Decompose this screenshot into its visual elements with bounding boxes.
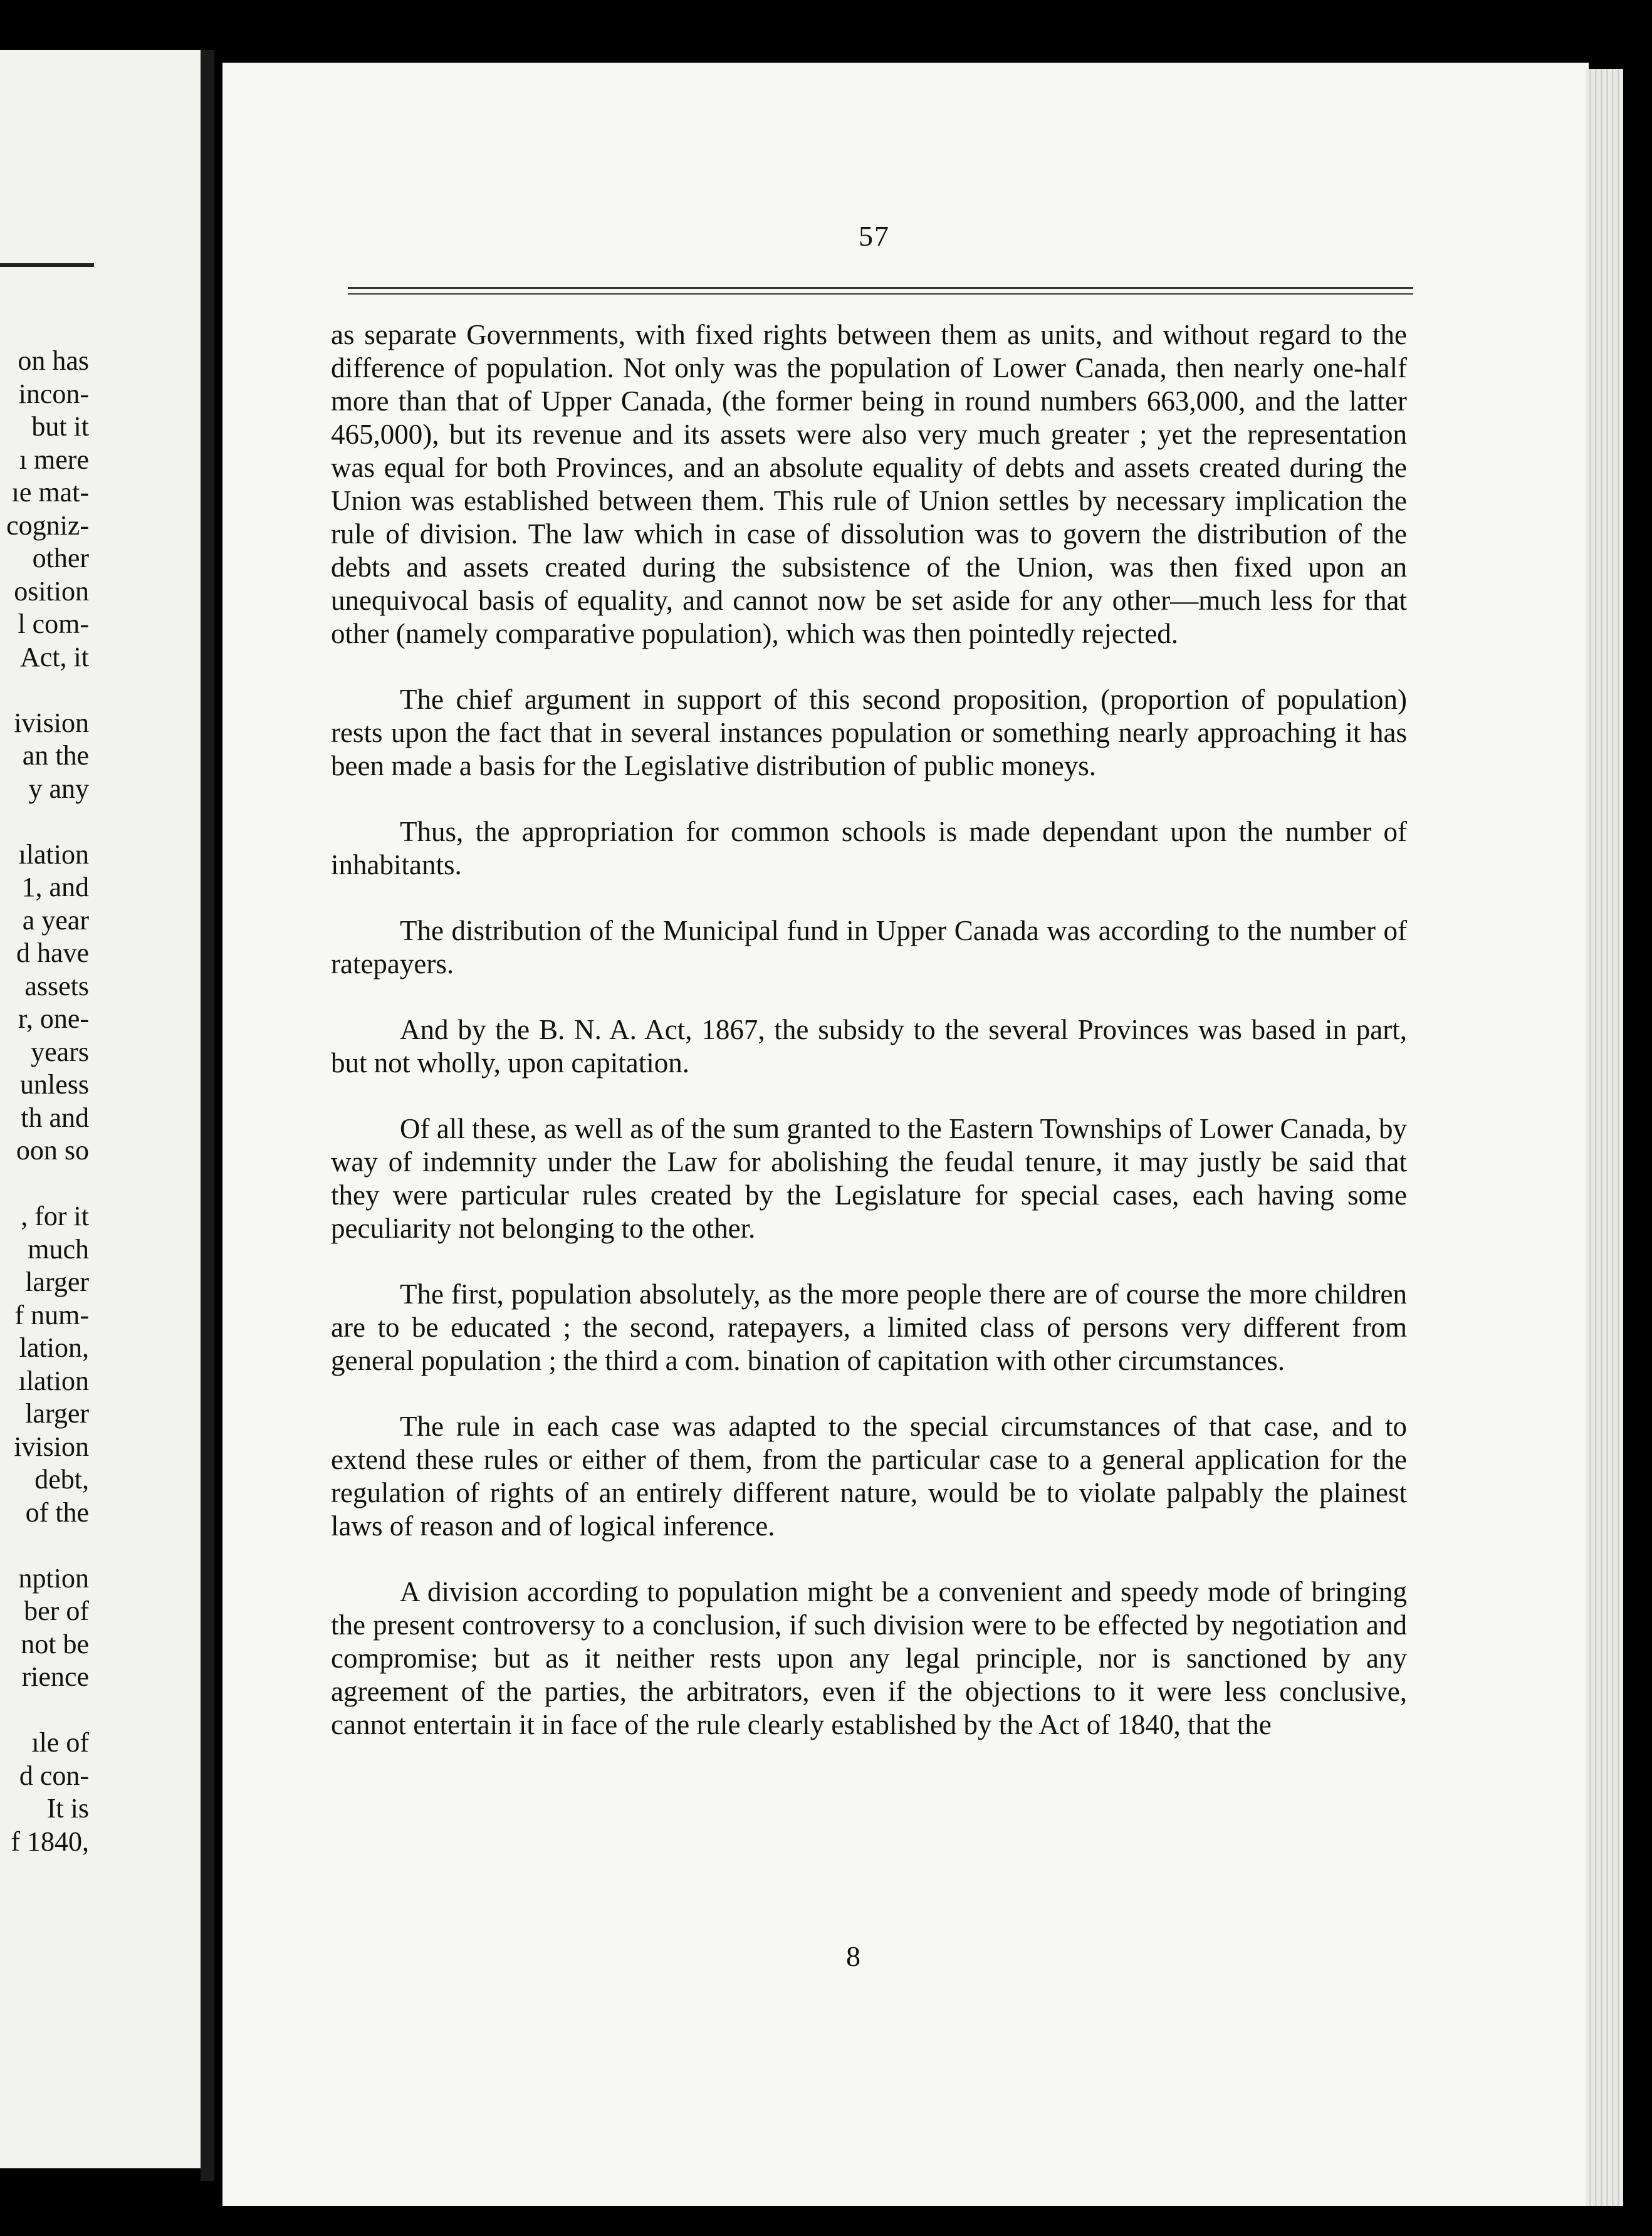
left-page-line: ber of — [24, 1596, 89, 1626]
left-page-rule — [0, 263, 94, 267]
left-page-line: oon so — [16, 1135, 89, 1166]
page-number: 57 — [859, 220, 890, 252]
left-page-line: other — [32, 543, 89, 573]
left-page-line — [0, 674, 89, 707]
left-page-line: 1, and — [21, 872, 89, 902]
signature-mark: 8 — [846, 1940, 860, 1972]
left-page-line: f 1840, — [11, 1826, 89, 1857]
left-page-line: ılation — [18, 1365, 89, 1396]
paragraph: And by the B. N. A. Act, 1867, the subsidy to the several Provinces was based in part, but not wholly, upon capitation. — [331, 1014, 1407, 1079]
left-page-line: rience — [21, 1661, 89, 1692]
left-page-line: d have — [16, 938, 89, 968]
paragraph: as separate Governments, with fixed rights between them as units, and without regard to the difference of population. Not only was the population of Lower Canada, then nearly one-half more than that of Upper Canada, (the former being in round numbers 663,000, and the latter 465,000), but its revenue and its assets were also very much greater ; yet the representation was equal for both Provinces, and an absolute equality of debts and assets created during the Union was established between them. This rule of Union settles by necessary implication the rule of division. The law which in case of dissolution was to govern the distribution of the debts and assets created during the subsistence of the Union, was then fixed upon an unequivocal basis of equality, and cannot now be set aside for any other—much less for that other (namely comparative population), which was then pointedly rejected. — [331, 319, 1407, 649]
left-page-line — [0, 805, 89, 838]
left-page-line: l com- — [18, 609, 89, 639]
left-page-line: ıle of — [31, 1727, 89, 1758]
left-page-line: ıe mat- — [11, 477, 89, 508]
left-page-line: ivision — [14, 707, 89, 738]
left-page-line: ı mere — [19, 444, 89, 475]
left-page-line — [0, 1529, 89, 1562]
book-gutter — [201, 50, 214, 2181]
left-page-line: It is — [46, 1793, 89, 1824]
paragraph: The chief argument in support of this second proposition, (proportion of population) rests upon the fact that in several instances population or something nearly approaching it has been made a basis for the Legislative distribution of public moneys. — [331, 684, 1407, 781]
left-page-line: years — [31, 1036, 89, 1067]
left-page-line: an the — [22, 740, 89, 771]
left-page-line: cogniz- — [6, 509, 89, 541]
left-page-line: on has — [18, 345, 89, 376]
left-page-line: larger — [25, 1398, 89, 1429]
left-page-line: y any — [28, 773, 89, 804]
paragraph: The rule in each case was adapted to the special circumstances of that case, and to extend these rules or either of them, from the particular case to a general application for the regulation of rights of an entirely different nature, would be to violate palpably the plainest laws of reason and of logical inference. — [331, 1411, 1407, 1542]
left-page-line: osition — [14, 575, 89, 607]
left-page-line: unless — [20, 1069, 89, 1100]
left-page-line: incon- — [18, 378, 89, 409]
left-page-line: nption — [18, 1562, 89, 1594]
left-page-line: Act, it — [20, 641, 89, 672]
left-page-line: d con- — [19, 1760, 89, 1791]
header-rule-bottom — [348, 293, 1413, 295]
left-page-line: a year — [22, 904, 89, 936]
paragraph: The first, population absolutely, as the more people there are of course the more children are to be educated ; the second, ratepayers, a limited class of persons very different from general population ; the third a com. bination of capitation with other circumstances. — [331, 1278, 1407, 1376]
left-page-line: ılation — [18, 838, 89, 870]
paragraph: Thus, the appropriation for common schools is made dependant upon the number of inhabitants. — [331, 816, 1407, 880]
page-stack-edge — [1586, 69, 1623, 2206]
paragraph: A division according to population might be a convenient and speedy mode of bringing the present controversy to a conclusion, if such division were to be effected by negotiation and compromise; but as it neither rests upon any legal principle, nor is sanctioned by any agreement of the parties, the arbitrators, even if the objections to it were less conclusive, cannot entertain it in face of the rule clearly established by the Act of 1840, that the — [331, 1576, 1407, 1740]
page-body — [331, 318, 1407, 1774]
left-page-line: much — [28, 1233, 89, 1265]
left-page-fragment — [0, 50, 207, 2168]
left-page-line — [0, 1694, 89, 1727]
left-page-line: not be — [21, 1628, 89, 1659]
left-page-line: r, one- — [18, 1003, 89, 1034]
left-page-line: , for it — [21, 1201, 89, 1231]
left-page-text — [0, 345, 89, 1858]
paragraph: Of all these, as well as of the sum granted to the Eastern Townships of Lower Canada, by way of indemnity under the Law for abolishing the feudal tenure, it may justly be said that they were particular rules created by the Legislature for special cases, each having some peculiarity not belonging to the other. — [331, 1113, 1407, 1244]
left-page-line: but it — [31, 411, 89, 442]
paragraph: The distribution of the Municipal fund in Upper Canada was according to the number of ratepayers. — [331, 915, 1407, 980]
header-rule-top — [348, 287, 1413, 289]
left-page-line: f num- — [14, 1299, 89, 1330]
left-page-line: th and — [21, 1102, 89, 1133]
left-page-line: larger — [25, 1267, 89, 1297]
left-page-line: ivision — [14, 1431, 89, 1462]
left-page-line: assets — [24, 970, 89, 1001]
left-page-line — [0, 1168, 89, 1201]
left-page-line: of the — [25, 1497, 89, 1528]
left-page-line: debt, — [34, 1464, 89, 1495]
left-page-line: lation, — [19, 1332, 89, 1363]
